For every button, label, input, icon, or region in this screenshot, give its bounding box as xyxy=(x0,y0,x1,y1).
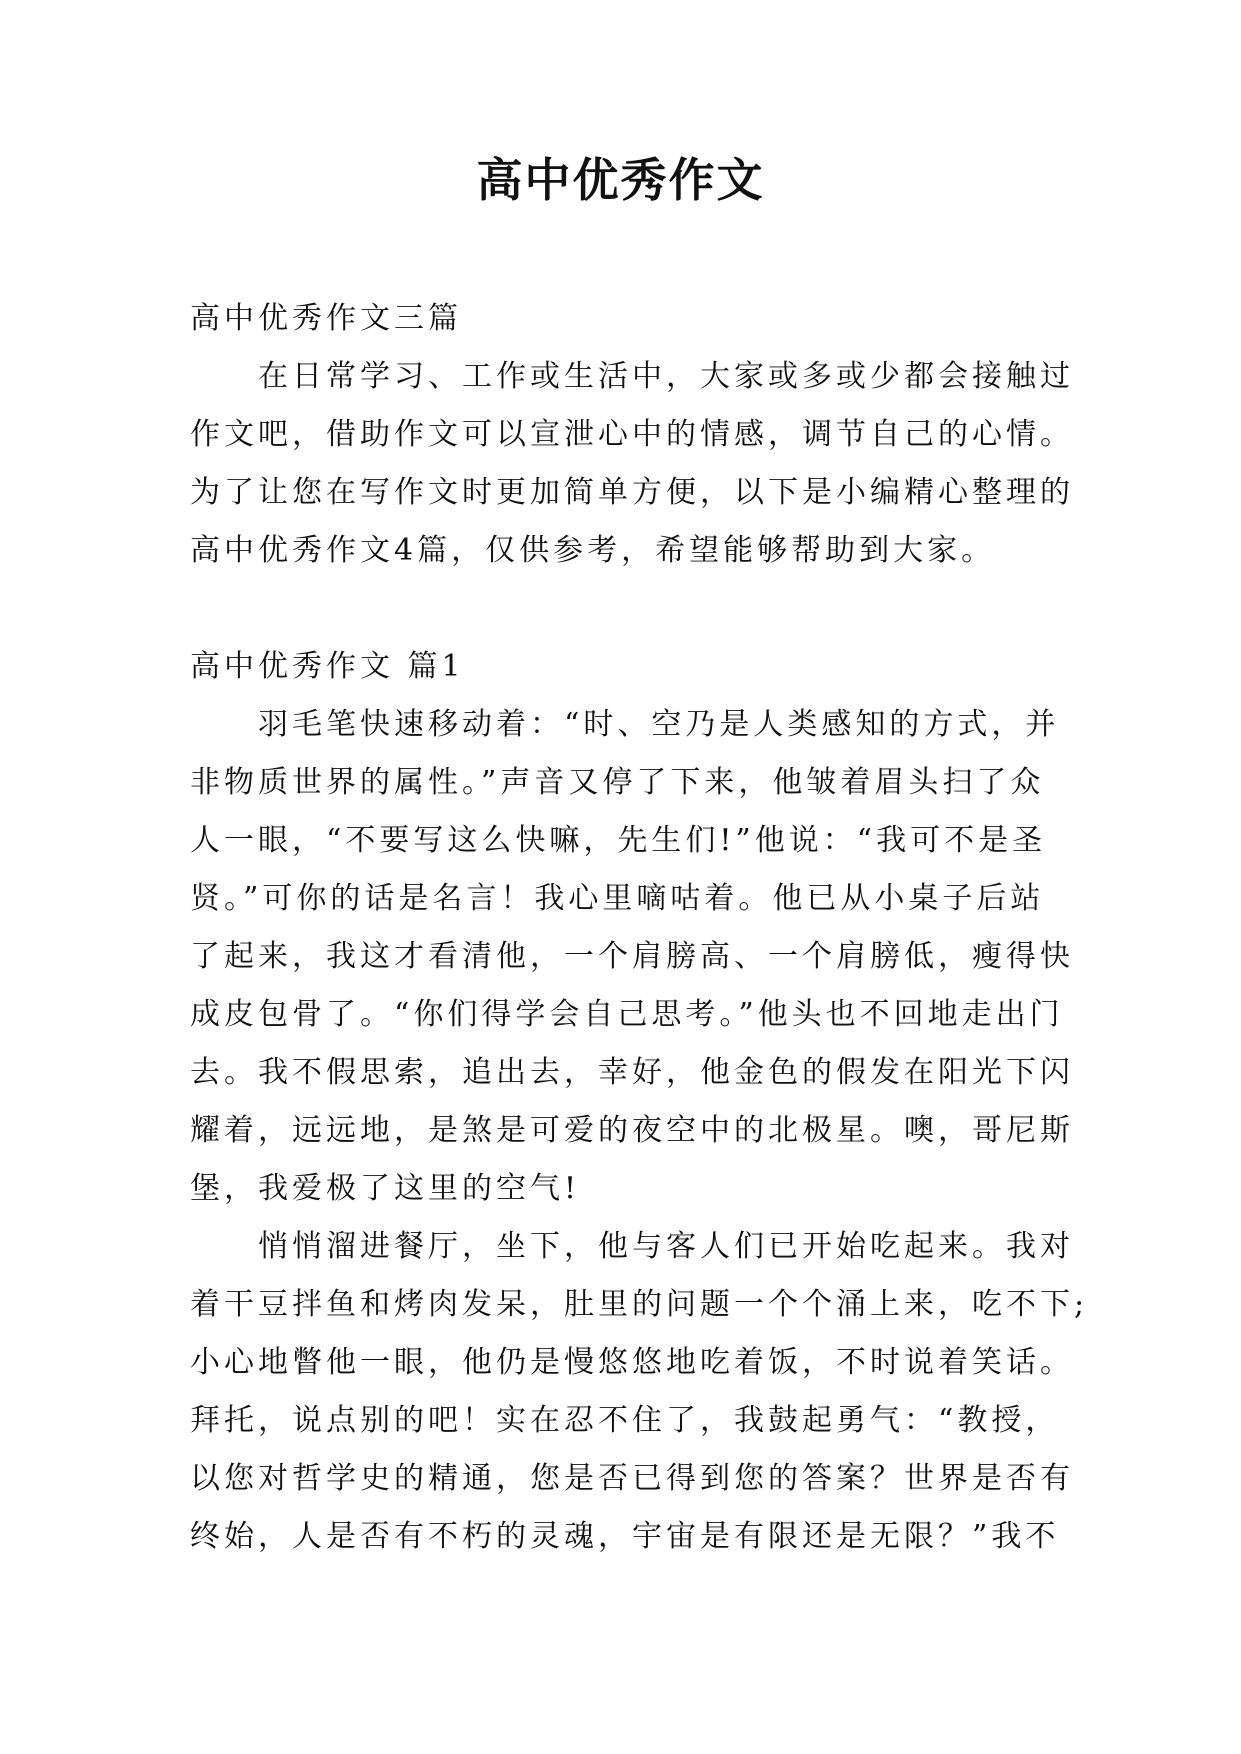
document-body xyxy=(190,290,1089,1566)
paragraph-line: 拜托，说点别的吧！实在忍不住了，我鼓起勇气：“教授， xyxy=(190,1403,1060,1438)
subtitle: 高中优秀作文三篇 xyxy=(190,301,462,336)
paragraph-line: 非物质世界的属性。”声音又停了下来，他皱着眉头扫了众 xyxy=(190,765,1045,800)
paragraph-line: 贤。”可你的话是名言！我心里嘀咕着。他已从小桌子后站 xyxy=(190,881,1045,916)
essay-paragraph-2 xyxy=(190,1218,1089,1566)
intro-line: 在日常学习、工作或生活中，大家或多或少都会接触过 xyxy=(258,359,1074,394)
intro-paragraph xyxy=(190,348,1074,580)
paragraph-line: 羽毛笔快速移动着：“时、空乃是人类感知的方式，并 xyxy=(258,707,1060,742)
paragraph-line: 终始，人是否有不朽的灵魂，宇宙是有限还是无限？”我不 xyxy=(190,1519,1060,1554)
paragraph-line: 着干豆拌鱼和烤肉发呆，肚里的问题一个个涌上来，吃不下; xyxy=(190,1287,1089,1322)
paragraph-line: 耀着，远远地，是煞是可爱的夜空中的北极星。噢，哥尼斯 xyxy=(190,1113,1074,1148)
paragraph-line: 去。我不假思索，追出去，幸好，他金色的假发在阳光下闪 xyxy=(190,1055,1074,1090)
paragraph-line: 堡，我爱极了这里的空气! xyxy=(190,1171,581,1206)
paragraph-line: 小心地瞥他一眼，他仍是慢悠悠地吃着饭，不时说着笑话。 xyxy=(190,1345,1074,1380)
intro-line: 作文吧，借助作文可以宣泄心中的情感，调节自己的心情。 xyxy=(190,417,1074,452)
paragraph-line: 成皮包骨了。“你们得学会自己思考。”他头也不回地走出门 xyxy=(190,997,1064,1032)
paragraph-line: 悄悄溜进餐厅，坐下，他与客人们已开始吃起来。我对 xyxy=(258,1229,1074,1264)
paragraph-line: 人一眼，“不要写这么快嘛，先生们!”他说：“我可不是圣 xyxy=(190,823,1047,858)
paragraph-line: 了起来，我这才看清他，一个肩膀高、一个肩膀低，瘦得快 xyxy=(190,939,1074,974)
intro-line: 高中优秀作文4篇，仅供参考，希望能够帮助到大家。 xyxy=(190,533,996,568)
paragraph-line: 以您对哲学史的精通，您是否已得到您的答案？世界是否有 xyxy=(190,1461,1074,1496)
intro-line: 为了让您在写作文时更加简单方便，以下是小编精心整理的 xyxy=(190,475,1074,510)
paragraph-spacer xyxy=(190,580,1070,638)
section-heading: 高中优秀作文 篇1 xyxy=(190,649,465,684)
essay-paragraph-1 xyxy=(190,696,1074,1218)
document-title: 高中优秀作文 xyxy=(476,153,765,207)
